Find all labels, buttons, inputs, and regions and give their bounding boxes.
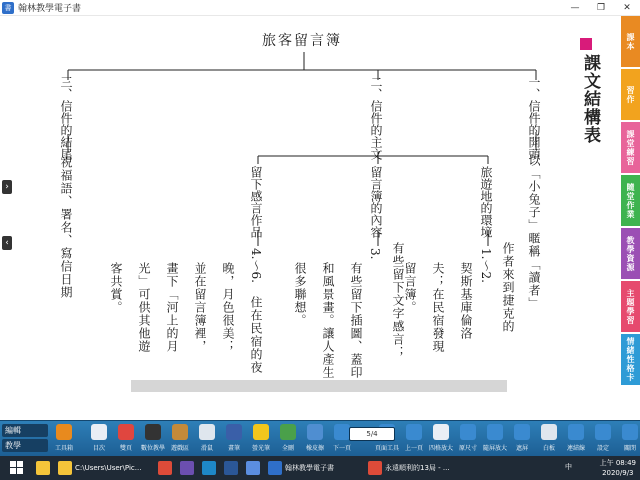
toolbar-item-label: 關閉: [623, 445, 636, 452]
branch-1-label: 一、信件的開頭: [527, 76, 541, 160]
toolbar-item-label: 白板: [542, 445, 555, 452]
windows-taskbar: [0, 456, 640, 480]
taskbar-item-0[interactable]: [36, 458, 53, 478]
folder-icon: [36, 461, 50, 475]
explorer-icon: [58, 461, 72, 475]
highlighter-icon: [253, 424, 269, 440]
sub-3-line-2: 晚，月色很美；: [221, 262, 235, 353]
toolbar-item-label: 原尺寸: [458, 445, 477, 452]
bottom-toolbar: [0, 420, 640, 456]
tab-textbook[interactable]: 課本: [621, 16, 640, 67]
taskbar-item-2[interactable]: [158, 458, 175, 478]
toolbar-item-label: 畫筆: [227, 445, 240, 452]
clock-date[interactable]: 2020/9/3: [602, 469, 634, 477]
game-icon: [172, 424, 188, 440]
toolbar-item-label: 橡皮擦: [305, 445, 324, 452]
toolbar-item-label: 連結線: [566, 445, 585, 452]
sub-1-line-1: 作者來到捷克的: [501, 242, 515, 333]
taskbar-item-4[interactable]: [202, 458, 219, 478]
tab-emotion-cards[interactable]: 情緒性格卡: [621, 334, 640, 385]
digital-icon: [145, 424, 161, 440]
sub-2-line-2: 有些留下插圖、蓋印: [349, 262, 363, 379]
branch-2-label: 二、信件的主文: [369, 76, 383, 160]
pen-icon: [226, 424, 242, 440]
sub-3-label: 留下感言作品: [249, 166, 263, 238]
prev-icon: [334, 424, 350, 440]
tab-workbook[interactable]: 習作: [621, 69, 640, 120]
sub-1-label: 旅遊地的環境: [479, 166, 493, 238]
mail-icon: [246, 461, 260, 475]
toolbar-item-11[interactable]: [401, 423, 427, 455]
chrome-icon: [158, 461, 172, 475]
structure-diagram: [14, 16, 572, 406]
toolbox-button[interactable]: [50, 423, 78, 455]
clock-time[interactable]: 上午 08:49: [599, 459, 636, 467]
toolbar-item-label: 頁面工具: [374, 445, 399, 452]
branch-1-desc: 以「小兔子」暱稱「讀者」: [527, 154, 541, 310]
book-icon: [268, 461, 282, 475]
toolbar-item-label: 滑鼠: [200, 445, 213, 452]
tab-class-practice[interactable]: 課堂練習: [621, 122, 640, 173]
tab-homework[interactable]: 隨堂作業: [621, 175, 640, 226]
toolbar-item-label: 四格放大: [428, 445, 453, 452]
media-icon: [180, 461, 194, 475]
tab-theme[interactable]: 主題學習: [621, 281, 640, 332]
side-tabs: [621, 16, 640, 387]
link-icon: [568, 424, 584, 440]
toolbar-item-12[interactable]: [428, 423, 454, 455]
panel-title: 課文結構表: [580, 54, 600, 144]
expand-panel-arrow[interactable]: ›: [2, 180, 12, 194]
toolbar-item-label: 全刪: [281, 445, 294, 452]
taskbar-item-5[interactable]: [224, 458, 241, 478]
restore-button[interactable]: ❐: [596, 3, 606, 13]
edit-mode-button[interactable]: 編輯: [2, 424, 48, 437]
taskbar-item-3[interactable]: [180, 458, 197, 478]
branch-3-desc: 祝福語、署名、寫信日期: [59, 156, 73, 299]
chrome-icon: [368, 461, 382, 475]
sub-2-line-3: 和風景畫。讓人產生: [321, 262, 335, 379]
toolbar-item-3[interactable]: [167, 423, 193, 455]
branch-3-label: 三、信件的結尾: [59, 76, 73, 160]
taskbar-item-1[interactable]: [58, 458, 141, 478]
sub-1-range: 1.～2.: [479, 248, 493, 283]
app-logo-icon: 書: [2, 2, 14, 14]
toolbar-item-15[interactable]: [509, 423, 535, 455]
taskbar-item-6[interactable]: [246, 458, 263, 478]
sub-3-line-5: 光」可供其他遊: [137, 262, 151, 353]
toolbar-item-label: 遮屏: [515, 445, 528, 452]
close-button[interactable]: ✕: [623, 3, 631, 13]
ime-indicator[interactable]: 中: [565, 463, 572, 471]
teach-mode-button[interactable]: 教學: [2, 439, 48, 452]
whiteboard-icon: [541, 424, 557, 440]
toolbar-item-label: 下一頁: [332, 445, 351, 452]
sub-3-range: 4.～6.: [249, 248, 263, 283]
toolbar-item-17[interactable]: [563, 423, 589, 455]
sub-2-range: 3.: [368, 248, 382, 260]
screen-cover-icon: [514, 424, 530, 440]
sub-1-line-4: 留言簿。: [403, 262, 417, 314]
next-icon: [406, 424, 422, 440]
page-indicator[interactable]: 5/4: [349, 427, 395, 441]
system-tray: [565, 458, 636, 478]
toolbar-item-label: 遊戲區: [170, 445, 189, 452]
settings-icon: [595, 424, 611, 440]
toolbar-item-label: 數位教學: [140, 445, 165, 452]
sub-1-line-3: 夫；在民宿發現: [431, 262, 445, 353]
tab-resources[interactable]: 教學資源: [621, 228, 640, 279]
close-icon: [622, 424, 638, 440]
title-marker-icon: [580, 38, 592, 50]
toolbar-item-19[interactable]: [617, 423, 640, 455]
window-controls: [562, 0, 640, 16]
sub-2-label: 留言簿的內容: [369, 166, 383, 238]
nav-icon: [202, 461, 216, 475]
original-size-icon: [460, 424, 476, 440]
taskbar-item-7[interactable]: [268, 458, 334, 478]
title-bar: [0, 0, 640, 16]
eraser-icon: [307, 424, 323, 440]
root-node: 旅客留言簿: [262, 33, 342, 49]
double-page-icon: [118, 424, 134, 440]
toolbar-item-label: 上一頁: [404, 445, 423, 452]
sub-3-line-1: 住在民宿的夜: [249, 296, 263, 374]
taskbar-item-8[interactable]: [368, 458, 450, 478]
sub-3-line-4: 畫下「河上的月: [165, 262, 179, 353]
fit-zoom-icon: [487, 424, 503, 440]
minimize-button[interactable]: —: [570, 3, 580, 13]
horizontal-scrollbar[interactable]: [131, 380, 507, 392]
collapse-panel-arrow[interactable]: ‹: [2, 236, 12, 250]
taskbar-item-label: C:\Users\User\Pic...: [75, 464, 142, 472]
toolbar-item-2[interactable]: [140, 423, 166, 455]
word-icon: [224, 461, 238, 475]
toc-icon: [91, 424, 107, 440]
app-title: 翰林教學電子書: [18, 4, 82, 14]
toolbar-item-18[interactable]: [590, 423, 616, 455]
delete-all-icon: [280, 424, 296, 440]
toolbar-item-7[interactable]: [275, 423, 301, 455]
toolbox-label: 工具箱: [54, 445, 73, 452]
toolbar-item-14[interactable]: [482, 423, 508, 455]
zoom-four-icon: [433, 424, 449, 440]
toolbar-item-label: 螢光筆: [251, 445, 270, 452]
toolbar-item-label: 設定: [596, 445, 609, 452]
sub-3-line-3: 並在留言簿裡，: [193, 262, 207, 353]
sub-2-line-4: 很多聯想。: [293, 262, 307, 327]
start-button[interactable]: [10, 461, 24, 475]
toolbar-item-5[interactable]: [221, 423, 247, 455]
toolbar-item-label: 雙頁: [119, 445, 132, 452]
toolbar-item-16[interactable]: [536, 423, 562, 455]
toolbox-icon: [56, 424, 72, 440]
sub-2-line-1: 有些留下文字感言；: [391, 242, 405, 359]
sub-1-line-2: 契斯基庫倫洛: [459, 262, 473, 340]
toolbar-item-1[interactable]: [113, 423, 139, 455]
toolbar-item-label: 隨屏放大: [482, 445, 507, 452]
toolbar-item-8[interactable]: [302, 423, 328, 455]
toolbar-item-label: 目次: [92, 445, 105, 452]
taskbar-item-label: 永遠順利的13局 - ...: [385, 464, 450, 472]
toolbar-item-6[interactable]: [248, 423, 274, 455]
sub-3-line-6: 客共賞。: [109, 262, 123, 314]
toolbar-item-0[interactable]: [86, 423, 112, 455]
toolbar-item-4[interactable]: [194, 423, 220, 455]
mouse-icon: [199, 424, 215, 440]
taskbar-item-label: 翰林教學電子書: [285, 464, 334, 472]
mode-buttons: [2, 424, 48, 454]
toolbar-item-13[interactable]: [455, 423, 481, 455]
